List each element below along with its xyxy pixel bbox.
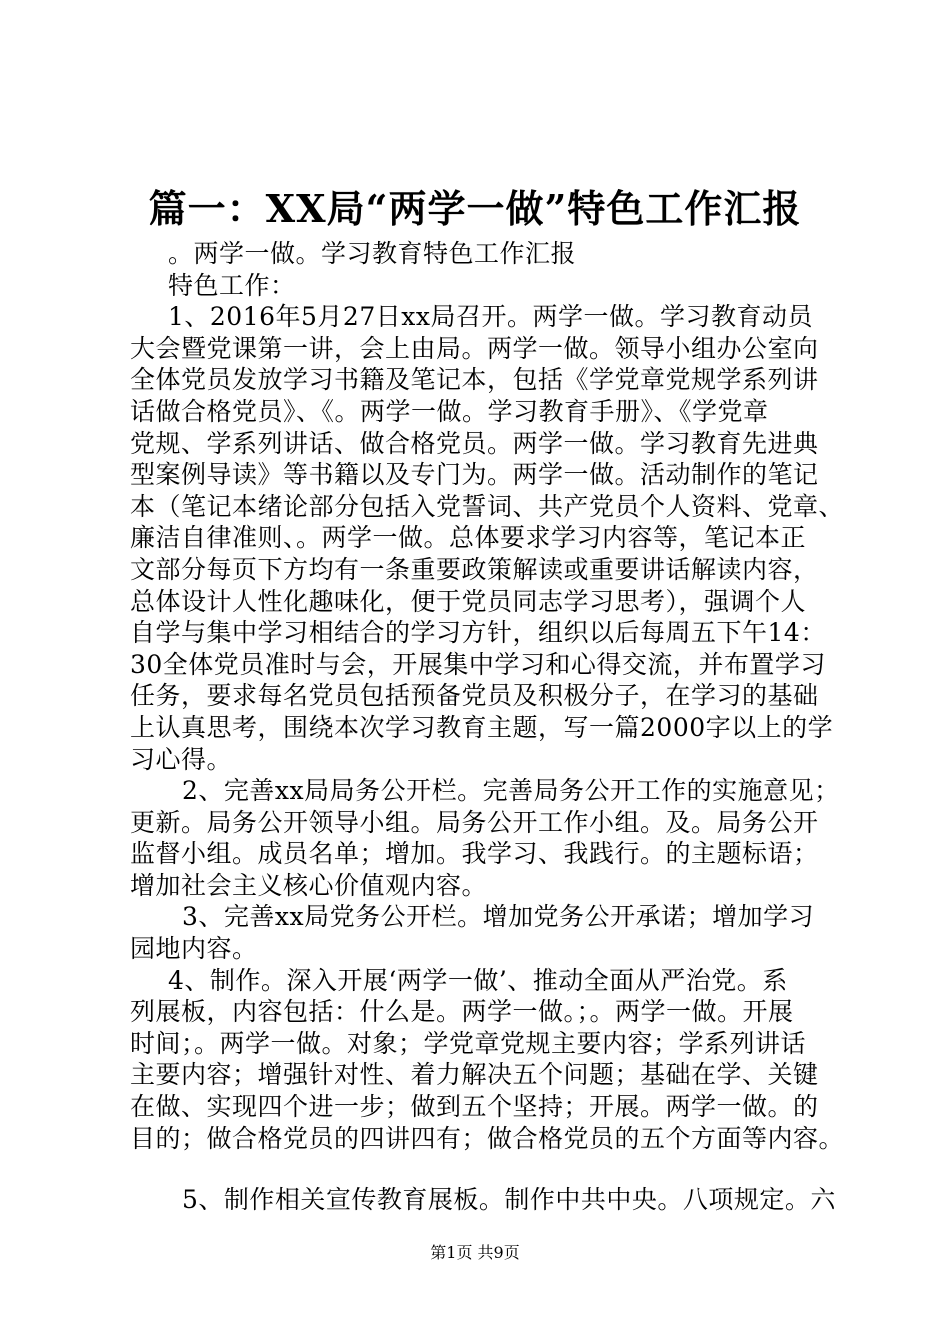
- paragraph-4-line: 4、制作。深入开展‘两学一做’、推动全面从严治党。系: [168, 965, 788, 995]
- paragraph-3-line: 园地内容。: [130, 934, 258, 964]
- section-heading: 特色工作：: [168, 270, 296, 300]
- document-title: 篇一：XX局“两学一做”特色工作汇报: [148, 186, 802, 231]
- paragraph-2-line: 更新。局务公开领导小组。局务公开工作小组。及。局务公开: [130, 807, 819, 837]
- paragraph-3-line: 3、完善xx局党务公开栏。增加党务公开承诺；增加学习: [182, 902, 815, 932]
- paragraph-1-line: 全体党员发放学习书籍及笔记本，包括《学党章党规学系列讲: [130, 365, 819, 395]
- paragraph-2-line: 2、完善xx局局务公开栏。完善局务公开工作的实施意见；: [182, 776, 840, 806]
- paragraph-4-line: 列展板，内容包括：什么是。两学一做。；。两学一做。开展: [130, 997, 794, 1027]
- paragraph-4-line: 时间；。两学一做。对象；学党章党规主要内容；学系列讲话: [130, 1028, 807, 1058]
- paragraph-4-line: 在做、实现四个进一步；做到五个坚持；开展。两学一做。的: [130, 1092, 819, 1122]
- paragraph-1-line: 1、2016年5月27日xx局召开。两学一做。学习教育动员: [168, 302, 813, 332]
- paragraph-2-line: 增加社会主义核心价值观内容。: [130, 870, 488, 900]
- paragraph-1-line: 型案例导读》等书籍以及专门为。两学一做。活动制作的笔记: [130, 460, 819, 490]
- paragraph-1-line: 上认真思考，围绕本次学习教育主题，写一篇2000字以上的学: [130, 712, 834, 742]
- paragraph-1-line: 30全体党员准时与会，开展集中学习和心得交流，并布置学习: [130, 649, 826, 679]
- paragraph-2-line: 监督小组。成员名单；增加。我学习、我践行。的主题标语；: [130, 839, 819, 869]
- paragraph-4-line: 主要内容；增强针对性、着力解决五个问题；基础在学、关键: [130, 1060, 819, 1090]
- paragraph-1-line: 自学与集中学习相结合的学习方针，组织以后每周五下午14：: [130, 618, 826, 648]
- paragraph-1-line: 大会暨党课第一讲，会上由局。两学一做。领导小组办公室向: [130, 333, 819, 363]
- paragraph-1-line: 任务，要求每名党员包括预备党员及积极分子，在学习的基础: [130, 681, 819, 711]
- paragraph-1-line: 习心得。: [130, 744, 233, 774]
- paragraph-1-line: 廉洁自律准则、。两学一做。总体要求学习内容等，笔记本正: [130, 523, 807, 553]
- subtitle-line: 。两学一做。学习教育特色工作汇报: [168, 239, 577, 268]
- paragraph-1-line: 党规、学系列讲话、做合格党员。两学一做。学习教育先进典: [130, 428, 819, 458]
- paragraph-gap: [130, 1154, 830, 1184]
- document-body: [130, 238, 845, 1216]
- paragraph-1-line: 话做合格党员》、《。两学一做。学习教育手册》、《学党章: [130, 396, 769, 426]
- paragraph-1-line: 本（笔记本绪论部分包括入党誓词、共产党员个人资料、党章、: [130, 491, 845, 521]
- paragraph-1-line: 文部分每页下方均有一条重要政策解读或重要讲话解读内容，: [130, 554, 819, 584]
- paragraph-5-line: 5、制作相关宣传教育展板。制作中共中央。八项规定。六: [182, 1185, 836, 1215]
- page-footer: 第1页 共9页: [430, 1243, 520, 1262]
- paragraph-1-line: 总体设计人性化趣味化，便于党员同志学习思考），强调个人: [130, 586, 807, 616]
- paragraph-4-line: 目的；做合格党员的四讲四有；做合格党员的五个方面等内容。: [130, 1123, 845, 1153]
